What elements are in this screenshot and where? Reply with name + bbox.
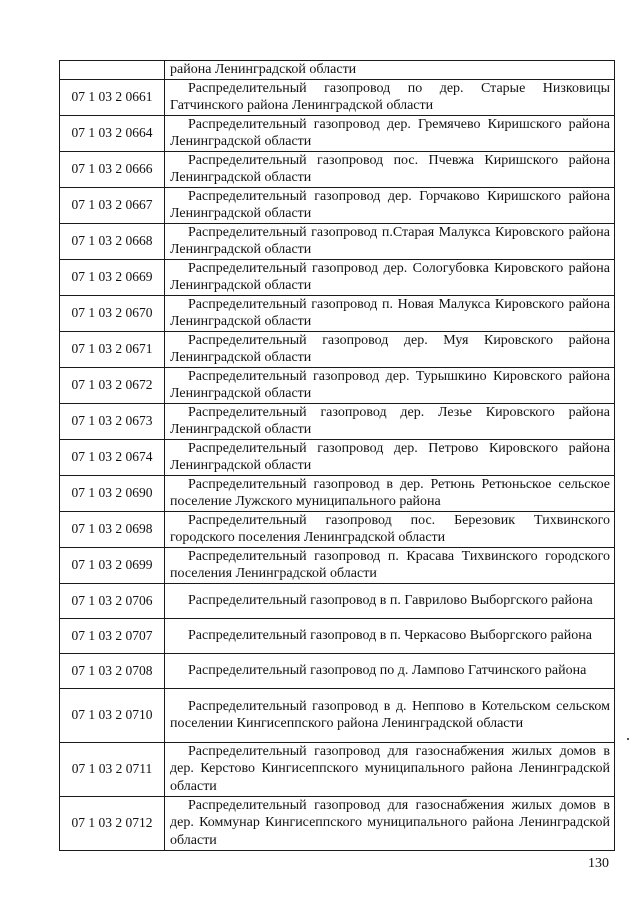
description-cell — [165, 295, 615, 331]
description-cell — [165, 61, 615, 80]
description-text: района Ленинградской области — [170, 62, 357, 77]
budget-code-cell: 07 1 03 2 0710 — [60, 688, 165, 742]
budget-code-cell: 07 1 03 2 0711 — [60, 742, 165, 796]
table-row — [60, 331, 615, 367]
table-row — [60, 547, 615, 583]
description-text: Распределительный газопровод по дер. Старые Низковицы Гатчинского района Ленинградской области — [170, 80, 610, 113]
budget-code-cell: 07 1 03 2 0671 — [60, 331, 165, 367]
budget-code-cell: 07 1 03 2 0699 — [60, 547, 165, 583]
description-cell — [165, 331, 615, 367]
description-cell — [165, 618, 615, 653]
table-row — [60, 295, 615, 331]
description-text: Распределительный газопровод дер. Петрово Кировского района Ленинградской области — [170, 440, 610, 473]
description-text: Распределительный газопровод в дер. Ретюнь Ретюньское сельское поселение Лужского муниципального района — [170, 476, 610, 509]
description-cell — [165, 187, 615, 223]
budget-code-cell: 07 1 03 2 0661 — [60, 79, 165, 115]
description-cell — [165, 742, 615, 796]
description-text: Распределительный газопровод по д. Лампово Гатчинского района — [188, 662, 587, 678]
table-row — [60, 742, 615, 796]
description-cell — [165, 439, 615, 475]
budget-code-cell: 07 1 03 2 0690 — [60, 475, 165, 511]
table-row — [60, 796, 615, 850]
table-row — [60, 79, 615, 115]
description-text: Распределительный газопровод в д. Неппово в Котельском сельском поселении Кингисеппского района Ленинградской области — [170, 698, 610, 731]
table-row — [60, 618, 615, 653]
budget-code-cell: 07 1 03 2 0706 — [60, 583, 165, 618]
description-cell — [165, 653, 615, 688]
description-cell — [165, 547, 615, 583]
table-row — [60, 475, 615, 511]
page-number: 130 — [588, 856, 609, 871]
description-text: Распределительный газопровод п. Красава Тихвинского городского поселения Ленинградской области — [170, 548, 610, 581]
budget-code-cell: 07 1 03 2 0668 — [60, 223, 165, 259]
description-cell — [165, 796, 615, 850]
table-row — [60, 259, 615, 295]
budget-code-cell: 07 1 03 2 0669 — [60, 259, 165, 295]
description-text: Распределительный газопровод дер. Муя Кировского района Ленинградской области — [170, 332, 610, 365]
budget-code-cell: 07 1 03 2 0674 — [60, 439, 165, 475]
table-row — [60, 223, 615, 259]
description-text: Распределительный газопровод дер. Лезье Кировского района Ленинградской области — [170, 404, 610, 437]
description-text: Распределительный газопровод для газоснабжения жилых домов в дер. Коммунар Кингисеппского муниципального района Ленинградской области — [170, 797, 610, 848]
budget-code-cell: 07 1 03 2 0712 — [60, 796, 165, 850]
table-row — [60, 439, 615, 475]
table-row — [60, 367, 615, 403]
table-row — [60, 187, 615, 223]
description-cell — [165, 115, 615, 151]
budget-code-cell: 07 1 03 2 0670 — [60, 295, 165, 331]
description-cell — [165, 259, 615, 295]
description-text: Распределительный газопровод в п. Гаврилово Выборгского района — [188, 592, 593, 608]
description-text: Распределительный газопровод пос. Пчевжа Киришского района Ленинградской области — [170, 152, 610, 185]
code-cell-empty — [60, 61, 165, 80]
description-text: Распределительный газопровод дер. Горчаково Киришского района Ленинградской области — [170, 188, 610, 221]
scan-speck — [627, 738, 629, 740]
table-row — [60, 688, 615, 742]
budget-code-cell: 07 1 03 2 0667 — [60, 187, 165, 223]
table-row — [60, 115, 615, 151]
table-row — [60, 653, 615, 688]
description-text: Распределительный газопровод дер. Турышкино Кировского района Ленинградской области — [170, 368, 610, 401]
table-row — [60, 151, 615, 187]
description-text: Распределительный газопровод п. Новая Малукса Кировского района Ленинградской области — [170, 296, 610, 329]
budget-code-cell: 07 1 03 2 0673 — [60, 403, 165, 439]
description-cell — [165, 223, 615, 259]
table-row — [60, 583, 615, 618]
table-row — [60, 511, 615, 547]
description-text: Распределительный газопровод п.Старая Малукса Кировского района Ленинградской области — [170, 224, 610, 257]
budget-code-cell: 07 1 03 2 0707 — [60, 618, 165, 653]
description-text: Распределительный газопровод дер. Сологубовка Кировского района Ленинградской области — [170, 260, 610, 293]
table-row-continuation — [60, 61, 615, 80]
table-row — [60, 403, 615, 439]
budget-code-cell: 07 1 03 2 0666 — [60, 151, 165, 187]
budget-code-cell: 07 1 03 2 0698 — [60, 511, 165, 547]
table-body — [60, 61, 615, 851]
description-text: Распределительный газопровод в п. Черкасово Выборгского района — [188, 627, 592, 643]
description-cell — [165, 403, 615, 439]
description-cell — [165, 475, 615, 511]
budget-code-cell: 07 1 03 2 0664 — [60, 115, 165, 151]
description-cell — [165, 583, 615, 618]
description-cell — [165, 511, 615, 547]
budget-code-table — [59, 60, 615, 851]
description-cell — [165, 367, 615, 403]
description-cell — [165, 151, 615, 187]
description-cell — [165, 79, 615, 115]
budget-code-cell: 07 1 03 2 0708 — [60, 653, 165, 688]
budget-code-cell: 07 1 03 2 0672 — [60, 367, 165, 403]
description-text: Распределительный газопровод дер. Гремячево Киришского района Ленинградской области — [170, 116, 610, 149]
description-text: Распределительный газопровод пос. Березовик Тихвинского городского поселения Ленинградской области — [170, 512, 610, 545]
description-cell — [165, 688, 615, 742]
description-text: Распределительный газопровод для газоснабжения жилых домов в дер. Керстово Кингисеппского муниципального района Ленинградской области — [170, 743, 610, 794]
